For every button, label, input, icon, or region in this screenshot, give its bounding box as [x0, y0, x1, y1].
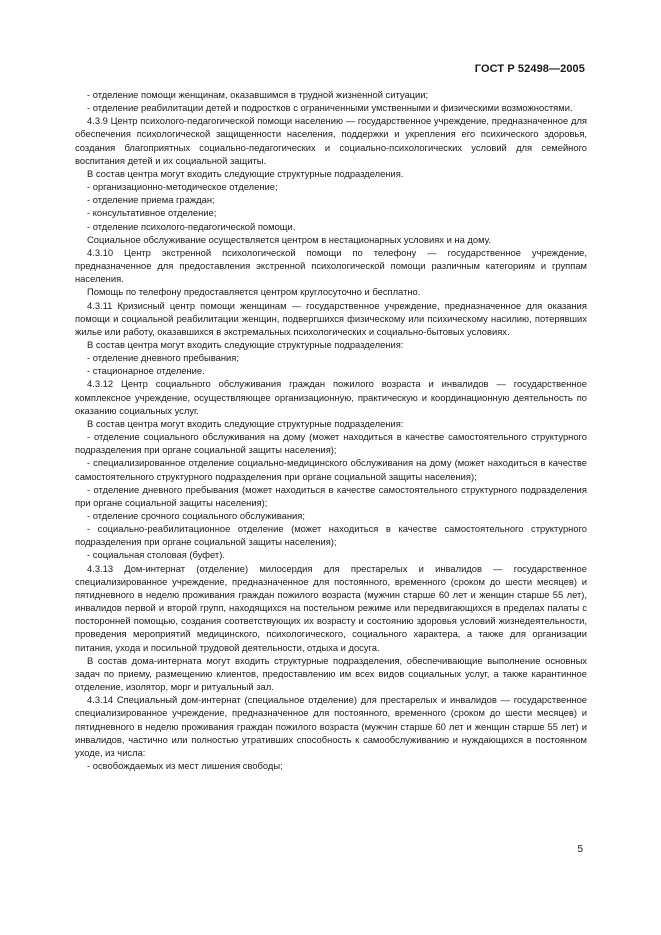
paragraph: - отделение помощи женщинам, оказавшимся в трудной жизненной ситуации;: [87, 89, 429, 100]
paragraph: - отделение срочного социального обслуживания;: [87, 510, 305, 521]
paragraph: В состав дома-интерната могут входить структурные подразделения, обеспечивающие выполнение основных задач по приему, размещению клиентов, предоставлению им всех видов социальных услуг, а также карантинное отделение, изолятор, морг и ритуальный зал.: [75, 654, 587, 693]
paragraph: 4.3.10 Центр экстренной психологической помощи по телефону — государственное учреждение, предназначенное для предоставления экстренной психологической помощи различным категориям и группам населения.: [75, 246, 587, 285]
page-body: [75, 88, 587, 772]
paragraph: В состав центра могут входить следующие структурные подразделения:: [87, 417, 404, 429]
paragraph: - консультативное отделение;: [87, 207, 217, 219]
paragraph: - отделение социального обслуживания на дому (может находиться в качестве самостоятельного структурного подразделения при органе социальной защиты населения);: [75, 431, 587, 456]
standard-header: ГОСТ Р 52498—2005: [474, 63, 585, 75]
page-number: 5: [577, 844, 583, 855]
paragraph: - отделение психолого-педагогической помощи.: [87, 220, 296, 232]
paragraph: - отделение дневного пребывания;: [87, 352, 239, 364]
paragraph: Социальное обслуживание осуществляется центром в нестационарных условиях и на дому.: [87, 233, 491, 245]
paragraph: - отделение приема граждан;: [87, 194, 215, 206]
paragraph: 4.3.13 Дом-интернат (отделение) милосердия для престарелых и инвалидов — государственное специализированное учреждение, предназначенное для постоянного, временного (сроком до шести месяцев) и пятидневного в неделю проживания граждан пожилого возраста (мужчин старше 60 лет и женщин старше 55 лет), инвалидов первой и второй групп, находящихся на постельном режиме или передвигающихся в пределах палаты с посторонней помощью, создания соответствующих их возрасту и состоянию здоровья условий жизнедеятельности, проведения мероприятий медицинского, психологического, социального характера, а также для организации питания, ухода и посильной трудовой деятельности, отдыха и досуга.: [75, 562, 587, 653]
paragraph: 4.3.9 Центр психолого-педагогической помощи населению — государственное учреждение, предназначенное для обеспечения психологической защищенности населения, поддержки и укрепления его психического здоровья, создания благоприятных социально-педагогических и социально-психологических условий для семейного воспитания детей и их социальной защиты.: [75, 115, 587, 166]
paragraph: - стационарное отделение.: [87, 365, 205, 377]
paragraph: - отделение дневного пребывания (может находиться в качестве самостоятельного структурного подразделения при органе социальной защиты населения);: [75, 483, 587, 508]
paragraph: В состав центра могут входить следующие структурные подразделения:: [87, 338, 404, 350]
paragraph: - социально-реабилитационное отделение (может находиться в качестве самостоятельного структурного подразделения при органе социальной защиты населения);: [75, 523, 587, 548]
paragraph: - специализированное отделение социально-медицинского обслуживания на дому (может находиться в качестве самостоятельного структурного подразделения при органе социальной защиты населения);: [75, 457, 587, 482]
paragraph: - организационно-методическое отделение;: [87, 181, 278, 193]
paragraph: 4.3.14 Специальный дом-интернат (специальное отделение) для престарелых и инвалидов — государственное специализированное учреждение, предназначенное для постоянного, временного (сроком до шести месяцев) и пятидневного в неделю проживания граждан пожилого возраста (мужчин старше 60 лет и женщин старше 55 лет) и инвалидов, частично или полностью утративших способность к самообслуживанию и нуждающихся в постоянном уходе, из числа:: [75, 694, 587, 758]
paragraph: 4.3.11 Кризисный центр помощи женщинам — государственное учреждение, предназначенное для оказания помощи и социальной реабилитации женщин, подвергшихся физическому или психическому насилию, потерявших жилье или работу, оказавшихся в экстремальных психологических и социально-бытовых условиях.: [75, 299, 587, 337]
paragraph: - отделение реабилитации детей и подростков с ограниченными умственными и физическими возможностями.: [87, 102, 573, 114]
paragraph: Помощь по телефону предоставляется центром круглосуточно и бесплатно.: [87, 286, 421, 298]
paragraph: - освобождаемых из мест лишения свободы;: [87, 759, 283, 771]
paragraph: В состав центра могут входить следующие структурные подразделения.: [87, 167, 404, 179]
paragraph: 4.3.12 Центр социального обслуживания граждан пожилого возраста и инвалидов — государственное комплексное учреждение, осуществляющее организационную, практическую и координационную деятельность по оказанию социальных услуг.: [75, 378, 587, 416]
paragraph: - социальная столовая (буфет).: [87, 549, 225, 561]
